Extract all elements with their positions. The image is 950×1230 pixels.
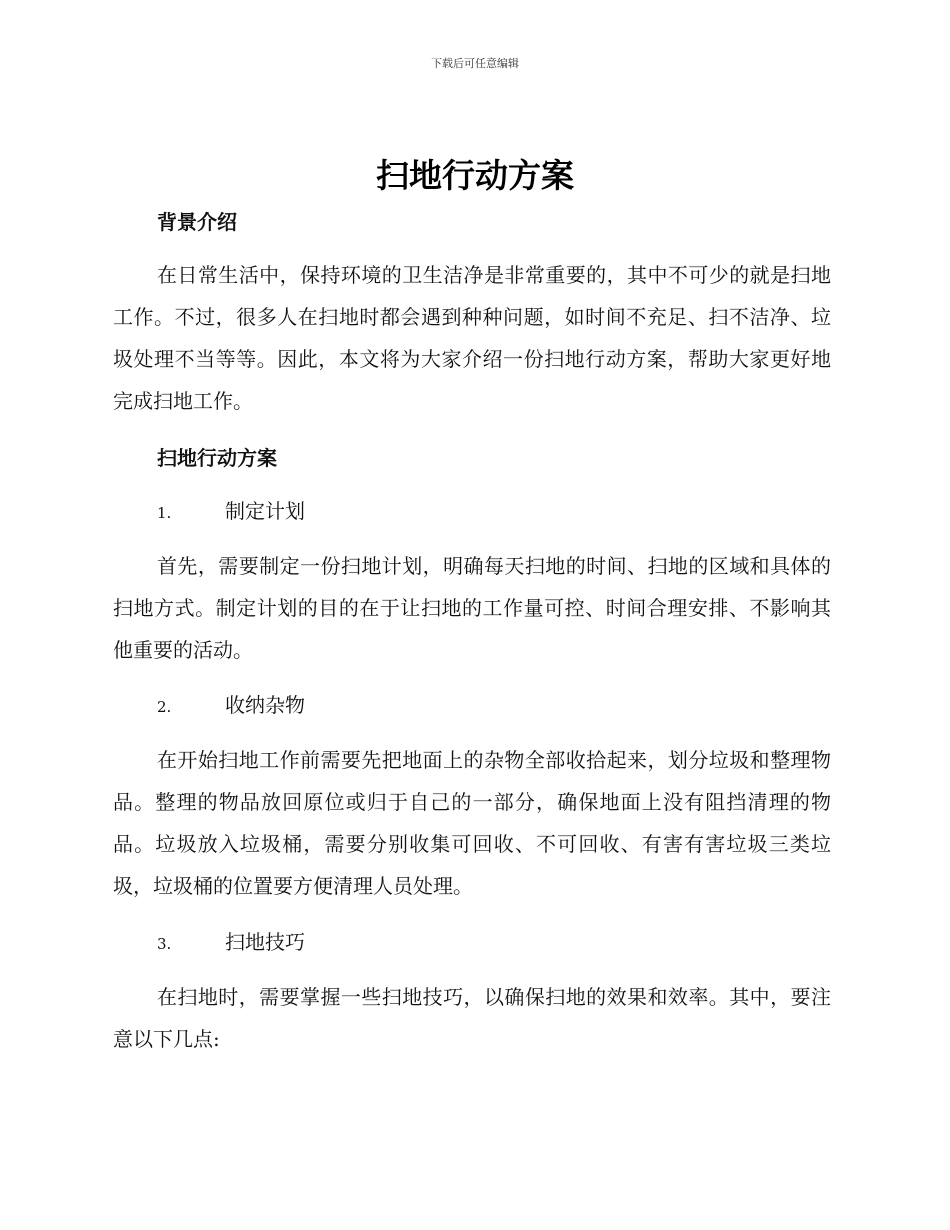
- list-item-3: [157, 927, 305, 959]
- header-note: 下载后可任意编辑: [431, 57, 519, 70]
- plan-paragraph-2: 在开始扫地工作前需要先把地面上的杂物全部收拾起来，划分垃圾和整理物品。整理的物品放回原位或归于自己的一部分，确保地面上没有阻挡清理的物品。垃圾放入垃圾桶，需要分别收集可回收、不可回收、有害有害垃圾三类垃圾，垃圾桶的位置要方便清理人员处理。: [113, 748, 831, 898]
- plan-paragraph-1: 首先，需要制定一份扫地计划，明确每天扫地的时间、扫地的区域和具体的扫地方式。制定计划的目的在于让扫地的工作量可控、时间合理安排、不影响其他重要的活动。: [113, 554, 831, 662]
- list-label: 收纳杂物: [225, 693, 305, 717]
- document-title: 扫地行动方案: [376, 156, 574, 195]
- list-item-2: [157, 690, 305, 722]
- list-item-1: [157, 496, 305, 528]
- background-paragraph: 在日常生活中，保持环境的卫生洁净是非常重要的，其中不可少的就是扫地工作。不过，很多人在扫地时都会遇到种种问题，如时间不充足、扫不洁净、垃圾处理不当等等。因此，本文将为大家介绍一份扫地行动方案，帮助大家更好地完成扫地工作。: [113, 263, 831, 413]
- list-number: 2.: [157, 698, 172, 716]
- list-label: 扫地技巧: [225, 930, 305, 954]
- plan-paragraph-3: 在扫地时，需要掌握一些扫地技巧，以确保扫地的效果和效率。其中，要注意以下几点:: [113, 985, 831, 1051]
- list-label: 制定计划: [225, 499, 305, 523]
- list-number: 1.: [157, 504, 172, 522]
- list-number: 3.: [157, 935, 172, 953]
- section-heading-background: 背景介绍: [157, 210, 237, 234]
- section-heading-plan: 扫地行动方案: [157, 446, 277, 470]
